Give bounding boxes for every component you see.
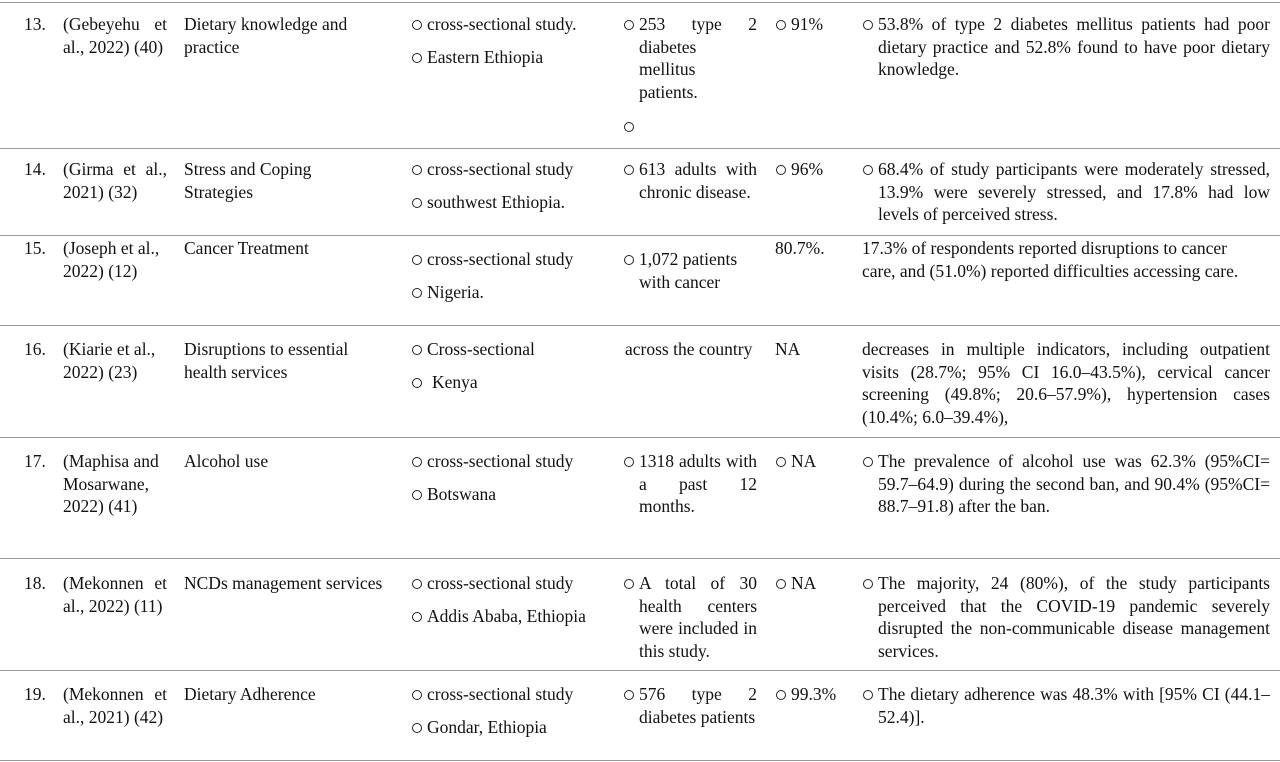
study-design	[411, 13, 616, 68]
sample-description	[623, 13, 757, 138]
study-design	[411, 683, 616, 738]
design-type: cross-sectional study.	[411, 13, 616, 36]
key-findings	[862, 450, 1270, 518]
sample-text: 1,072 patients with cancer	[623, 248, 757, 293]
study-focus: NCDs management services	[184, 573, 383, 593]
study-focus: Dietary Adherence	[184, 684, 316, 704]
row-number: 15.	[24, 238, 46, 258]
sample-text: A total of 30 health centers were included in this study.	[623, 572, 757, 662]
design-type: Cross-sectional	[411, 338, 616, 361]
findings-text: The prevalence of alcohol use was 62.3% (95%CI= 59.7–64.9) during the second ban, and 90.4% (95%CI= 88.7–91.8) after the ban.	[862, 450, 1270, 518]
response-rate-value: 99.3%	[775, 683, 855, 706]
row-divider	[0, 558, 1280, 559]
findings-text: The dietary adherence was 48.3% with [95% CI (44.1–52.4)].	[862, 683, 1270, 728]
study-location: southwest Ethiopia.	[411, 191, 616, 214]
findings-text: 17.3% of respondents reported disruptions to cancer care, and (51.0%) reported difficulties accessing care.	[862, 238, 1239, 281]
row-divider	[0, 148, 1280, 149]
response-rate	[775, 572, 855, 595]
row-number: 19.	[24, 684, 46, 704]
study-focus: Alcohol use	[184, 451, 269, 471]
study-focus: Dietary knowledge and practice	[184, 14, 348, 57]
findings-text: 53.8% of type 2 diabetes mellitus patients had poor dietary practice and 52.8% found to have poor dietary knowledge.	[862, 13, 1270, 81]
study-design	[411, 450, 616, 505]
study-reference: (Joseph et al., 2022) (12)	[63, 238, 160, 281]
sample-text: across the country	[625, 339, 753, 359]
study-location: Botswana	[411, 483, 616, 506]
empty-bullet	[623, 115, 757, 138]
study-design	[411, 158, 616, 213]
response-rate	[775, 683, 855, 706]
study-location: Kenya	[411, 371, 616, 394]
response-rate	[775, 13, 855, 36]
response-rate-value: 91%	[775, 13, 855, 36]
sample-text: 613 adults with chronic disease.	[623, 158, 757, 203]
study-reference: (Gebeyehu et al., 2022) (40)	[63, 14, 167, 57]
design-type: cross-sectional study	[411, 248, 616, 271]
study-location: Nigeria.	[411, 281, 616, 304]
study-focus: Disruptions to essential health services	[184, 339, 349, 382]
study-reference: (Kiarie et al., 2022) (23)	[63, 339, 156, 382]
study-design	[411, 248, 616, 303]
row-divider	[0, 235, 1280, 236]
findings-text: decreases in multiple indicators, including outpatient visits (28.7%; 95% CI 16.0–43.5%), cervical cancer screening (49.8%; 20.6–57.9%), hypertension cases (10.4%; 6.0–39.4%),	[862, 339, 1270, 427]
design-type: cross-sectional study	[411, 158, 616, 181]
sample-description	[623, 248, 757, 293]
study-design	[411, 572, 616, 627]
study-focus: Stress and Coping Strategies	[184, 159, 312, 202]
sample-text: 576 type 2 diabetes patients	[623, 683, 757, 728]
findings-text: The majority, 24 (80%), of the study participants perceived that the COVID-19 pandemic severely disrupted the non-communicable disease management services.	[862, 572, 1270, 662]
key-findings	[862, 572, 1270, 662]
row-number: 16.	[24, 339, 46, 359]
sample-description	[623, 572, 757, 662]
row-number: 17.	[24, 451, 46, 471]
row-number: 14.	[24, 159, 46, 179]
key-findings	[862, 13, 1270, 81]
study-reference: (Mekonnen et al., 2022) (11)	[63, 573, 167, 616]
study-reference: (Maphisa and Mosarwane, 2022) (41)	[63, 451, 159, 516]
row-divider	[0, 2, 1280, 3]
sample-description	[623, 683, 757, 728]
key-findings	[862, 158, 1270, 226]
study-location: Addis Ababa, Ethiopia	[411, 605, 616, 628]
study-reference: (Mekonnen et al., 2021) (42)	[63, 684, 167, 727]
study-design	[411, 338, 616, 393]
response-rate-value: NA	[775, 339, 801, 359]
sample-description	[623, 450, 757, 518]
row-divider	[0, 670, 1280, 671]
key-findings	[862, 683, 1270, 728]
row-divider	[0, 760, 1280, 761]
row-number: 13.	[24, 14, 46, 34]
response-rate-value: NA	[775, 572, 855, 595]
study-reference: (Girma et al., 2021) (32)	[63, 159, 167, 202]
response-rate	[775, 450, 855, 473]
design-type: cross-sectional study	[411, 572, 616, 595]
response-rate	[775, 158, 855, 181]
sample-text: 253 type 2 diabetes mellitus patients.	[623, 13, 757, 103]
row-divider	[0, 325, 1280, 326]
sample-text: 1318 adults with a past 12 months.	[623, 450, 757, 518]
design-type: cross-sectional study	[411, 683, 616, 706]
study-location: Eastern Ethiopia	[411, 46, 616, 69]
response-rate-value: 96%	[775, 158, 855, 181]
study-focus: Cancer Treatment	[184, 238, 309, 258]
response-rate-value: 80.7%.	[775, 238, 825, 258]
design-type: cross-sectional study	[411, 450, 616, 473]
response-rate-value: NA	[775, 450, 855, 473]
sample-description	[623, 158, 757, 203]
findings-text: 68.4% of study participants were moderately stressed, 13.9% were severely stressed, and 17.8% had low levels of perceived stress.	[862, 158, 1270, 226]
study-location: Gondar, Ethiopia	[411, 716, 616, 739]
row-divider	[0, 437, 1280, 438]
row-number: 18.	[24, 573, 46, 593]
